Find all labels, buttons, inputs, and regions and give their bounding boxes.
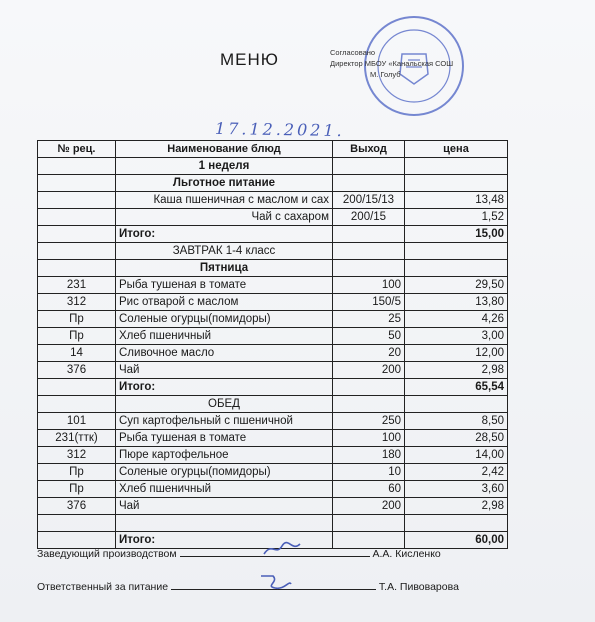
table-row [38, 294, 508, 311]
output-cell: 180 [333, 447, 405, 464]
output-cell [333, 175, 405, 192]
rec-cell: Пр [38, 328, 116, 345]
rec-cell [38, 226, 116, 243]
dish-name: Рис отварой с маслом [116, 294, 333, 311]
section-row [38, 243, 508, 260]
dish-name: Рыба тушеная в томате [116, 277, 333, 294]
rec-cell: 312 [38, 447, 116, 464]
price-cell: 14,00 [405, 447, 508, 464]
total-row [38, 226, 508, 243]
resp-name: Т.А. Пивоварова [378, 581, 459, 593]
price-cell: 29,50 [405, 277, 508, 294]
output-cell [333, 226, 405, 243]
price-cell: 28,50 [405, 430, 508, 447]
rec-cell [38, 192, 116, 209]
price-cell [405, 175, 508, 192]
total-price: 60,00 [405, 532, 508, 549]
price-cell [405, 243, 508, 260]
rec-cell [38, 175, 116, 192]
menu-body [38, 158, 508, 549]
output-cell: 100 [333, 430, 405, 447]
table-row [38, 209, 508, 226]
section-title: ЗАВТРАК 1-4 класс [116, 243, 333, 260]
table-row [38, 311, 508, 328]
resp-signature-line [37, 581, 459, 593]
header-output: Выход [333, 141, 405, 158]
output-cell: 25 [333, 311, 405, 328]
dish-name: Чай с сахаром [116, 209, 333, 226]
output-cell: 60 [333, 481, 405, 498]
dish-name: Хлеб пшеничный [116, 328, 333, 345]
price-cell: 2,42 [405, 464, 508, 481]
price-cell [405, 260, 508, 277]
section-title: 1 неделя [116, 158, 333, 175]
output-cell [333, 396, 405, 413]
total-row [38, 379, 508, 396]
header-rec: № рец. [38, 141, 116, 158]
price-cell [405, 396, 508, 413]
table-row [38, 481, 508, 498]
rec-cell: 231(ттк) [38, 430, 116, 447]
output-cell: 250 [333, 413, 405, 430]
dish-name: Рыба тушеная в томате [116, 430, 333, 447]
rec-cell: 231 [38, 277, 116, 294]
output-cell: 200/15 [333, 209, 405, 226]
dish-name: Хлеб пшеничный [116, 481, 333, 498]
output-cell: 200 [333, 498, 405, 515]
page-title: МЕНЮ [220, 50, 279, 69]
resp-label: Ответственный за питание [37, 581, 169, 593]
table-row [38, 362, 508, 379]
dish-name: Соленые огурцы(помидоры) [116, 311, 333, 328]
section-row [38, 260, 508, 277]
rec-cell [38, 209, 116, 226]
head-label: Заведующий производством [37, 548, 177, 560]
section-row [38, 158, 508, 175]
output-cell: 150/5 [333, 294, 405, 311]
total-label: Итого: [116, 532, 333, 549]
table-row [38, 345, 508, 362]
header-name: Наименование блюд [116, 141, 333, 158]
table-row [38, 413, 508, 430]
head-signature-line [37, 548, 441, 560]
rec-cell [38, 243, 116, 260]
rec-cell: 14 [38, 345, 116, 362]
output-cell: 200 [333, 362, 405, 379]
output-cell: 100 [333, 277, 405, 294]
price-cell: 4,26 [405, 311, 508, 328]
approval-block [330, 47, 453, 80]
empty-cell [405, 515, 508, 532]
price-cell: 1,52 [405, 209, 508, 226]
price-cell: 8,50 [405, 413, 508, 430]
section-title: Льготное питание [116, 175, 333, 192]
output-cell [333, 158, 405, 175]
table-row [38, 464, 508, 481]
output-cell: 10 [333, 464, 405, 481]
approval-line: М. Голуб [370, 70, 401, 79]
dish-name: Чай [116, 498, 333, 515]
table-row [38, 498, 508, 515]
table-row [38, 447, 508, 464]
rec-cell: 376 [38, 362, 116, 379]
empty-cell [333, 515, 405, 532]
output-cell: 20 [333, 345, 405, 362]
rec-cell: Пр [38, 481, 116, 498]
total-price: 15,00 [405, 226, 508, 243]
price-cell: 3,60 [405, 481, 508, 498]
price-cell: 2,98 [405, 362, 508, 379]
rec-cell: 376 [38, 498, 116, 515]
dish-name: Пюре картофельное [116, 447, 333, 464]
table-header-row [38, 141, 508, 158]
handwritten-signature-icon [262, 540, 302, 558]
empty-cell [116, 515, 333, 532]
table-row [38, 277, 508, 294]
rec-cell: 312 [38, 294, 116, 311]
price-cell: 13,80 [405, 294, 508, 311]
rec-cell [38, 396, 116, 413]
total-label: Итого: [116, 226, 333, 243]
price-cell [405, 158, 508, 175]
output-cell [333, 532, 405, 549]
head-name: А.А. Кисленко [372, 548, 441, 560]
rec-cell [38, 158, 116, 175]
rec-cell [38, 260, 116, 277]
total-label: Итого: [116, 379, 333, 396]
output-cell: 200/15/13 [333, 192, 405, 209]
dish-name: Соленые огурцы(помидоры) [116, 464, 333, 481]
table-row [38, 328, 508, 345]
table-row [38, 430, 508, 447]
table-row [38, 192, 508, 209]
output-cell [333, 379, 405, 396]
rec-cell [38, 532, 116, 549]
rec-cell: Пр [38, 311, 116, 328]
rec-cell [38, 379, 116, 396]
price-cell: 3,00 [405, 328, 508, 345]
handwritten-date: 17.12.2021. [214, 118, 345, 141]
price-cell: 13,48 [405, 192, 508, 209]
price-cell: 12,00 [405, 345, 508, 362]
approval-line: Согласовано [330, 48, 376, 57]
section-row [38, 396, 508, 413]
dish-name: Каша пшеничная с маслом и сах [116, 192, 333, 209]
section-row [38, 175, 508, 192]
dish-name: Суп картофельный с пшеничной [116, 413, 333, 430]
rec-cell: Пр [38, 464, 116, 481]
output-cell: 50 [333, 328, 405, 345]
empty-row [38, 515, 508, 532]
approval-line: Директор МБОУ «Канальская СОШ [330, 59, 454, 68]
header-price: цена [405, 141, 508, 158]
price-cell: 2,98 [405, 498, 508, 515]
empty-cell [38, 515, 116, 532]
output-cell [333, 260, 405, 277]
section-title: ОБЕД [116, 396, 333, 413]
dish-name: Чай [116, 362, 333, 379]
dish-name: Сливочное масло [116, 345, 333, 362]
section-title: Пятница [116, 260, 333, 277]
output-cell [333, 243, 405, 260]
rec-cell: 101 [38, 413, 116, 430]
menu-table [37, 140, 508, 549]
handwritten-signature-icon [255, 572, 295, 590]
total-price: 65,54 [405, 379, 508, 396]
